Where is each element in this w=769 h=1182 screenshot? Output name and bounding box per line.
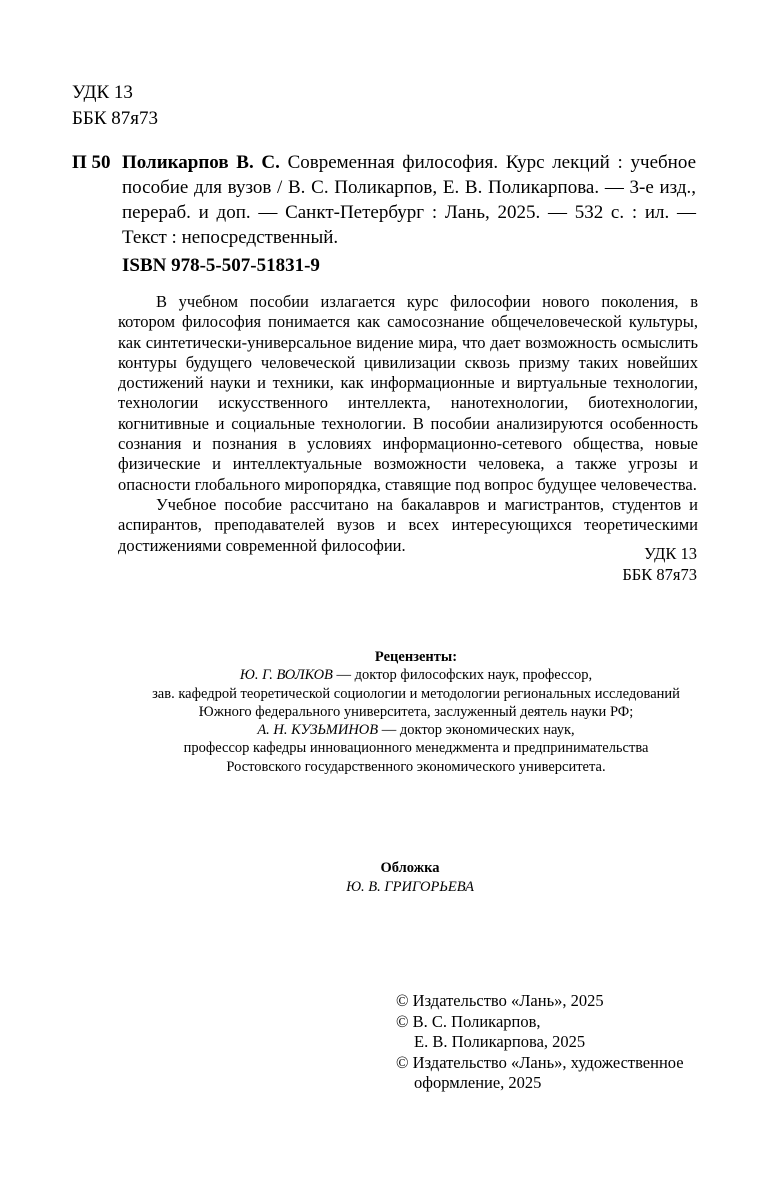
reviewer-1-line-3: Южного федерального университета, заслуженный деятель науки РФ;: [198, 703, 634, 720]
author-mark: П 50: [72, 152, 111, 173]
isbn: ISBN 978-5-507-51831-9: [122, 255, 320, 276]
reviewer-1-name: Ю. Г. ВОЛКОВ: [239, 667, 333, 684]
cover-designer: Ю. В. ГРИГОРЬЕВА: [346, 878, 474, 895]
copyright-line-1: © Издательство «Лань», 2025: [396, 991, 604, 1010]
author-name: Поликарпов В. С.: [122, 152, 280, 173]
udk-code-right: УДК 13: [644, 544, 697, 563]
description-text: Современная философия. Курс лекций : учебное пособие для вузов / В. С. Поликарпов, Е. В. Поликарпова. — 3-е изд., перераб. и доп. — Санкт-Петербург : Лань, 2025. — 532 с. : ил. — Текст : непосредственный.: [122, 152, 696, 248]
abstract-paragraph-2: Учебное пособие рассчитано на бакалавров и магистрантов, студентов и аспирантов, преподавателей вузов и всех интересующихся теоретическими достижениями современной философии.: [118, 494, 698, 555]
copyright-line-2: © В. С. Поликарпов,: [396, 1011, 541, 1031]
bbk-code: ББК 87я73: [72, 108, 158, 129]
classification-codes-top: [72, 80, 158, 132]
reviewer-2-line-2: профессор кафедры инновационного менеджмента и предпринимательства: [183, 740, 649, 757]
copyright-line-5: оформление, 2025: [414, 1073, 542, 1092]
udk-code: УДК 13: [72, 82, 133, 103]
bbk-code-right: ББК 87я73: [622, 565, 697, 584]
classification-codes-right: [560, 543, 697, 585]
cover-credit: [300, 859, 520, 896]
reviewers-block: [80, 648, 752, 776]
abstract: [118, 292, 698, 556]
bibliographic-description: [122, 150, 696, 250]
copyright-line-4: © Издательство «Лань», художественное: [396, 1052, 684, 1072]
bibliographic-entry: [72, 150, 696, 250]
reviewer-2-line-3: Ростовского государственного экономического университета.: [226, 758, 606, 775]
copyright-notices: [396, 991, 726, 1094]
cover-heading: Обложка: [380, 860, 440, 876]
reviewer-1-line-1: Ю. Г. ВОЛКОВ — доктор философских наук, профессор,: [239, 667, 593, 684]
reviewer-2-line-1: А. Н. КУЗЬМИНОВ — доктор экономических наук,: [257, 722, 575, 739]
copyright-line-3: Е. В. Поликарпова, 2025: [414, 1032, 586, 1051]
reviewer-1-line-2: зав. кафедрой теоретической социологии и методологии региональных исследований: [152, 685, 680, 702]
abstract-paragraph-1: В учебном пособии излагается курс философии нового поколения, в котором философия понимается как самосознание общечеловеческой культуры, как синтетически-универсальное видение мира, что дает возможность осмыслить контуры будущего человеческой цивилизации сквозь призму таких новейших достижений науки и техники, как информационные и виртуальные технологии, технологии искусственного интеллекта, нанотехнологии, биотехнологии, когнитивные и социальные технологии. В пособии анализируются особенность сознания и познания в условиях информационно-сетевого общества, новые физические и интеллектуальные возможности человека, а также угрозы и опасности глобального миропорядка, ставящие под вопрос будущее человечества.: [118, 292, 698, 494]
reviewer-2-name: А. Н. КУЗЬМИНОВ: [257, 722, 379, 739]
reviewers-heading: Рецензенты:: [374, 649, 458, 665]
